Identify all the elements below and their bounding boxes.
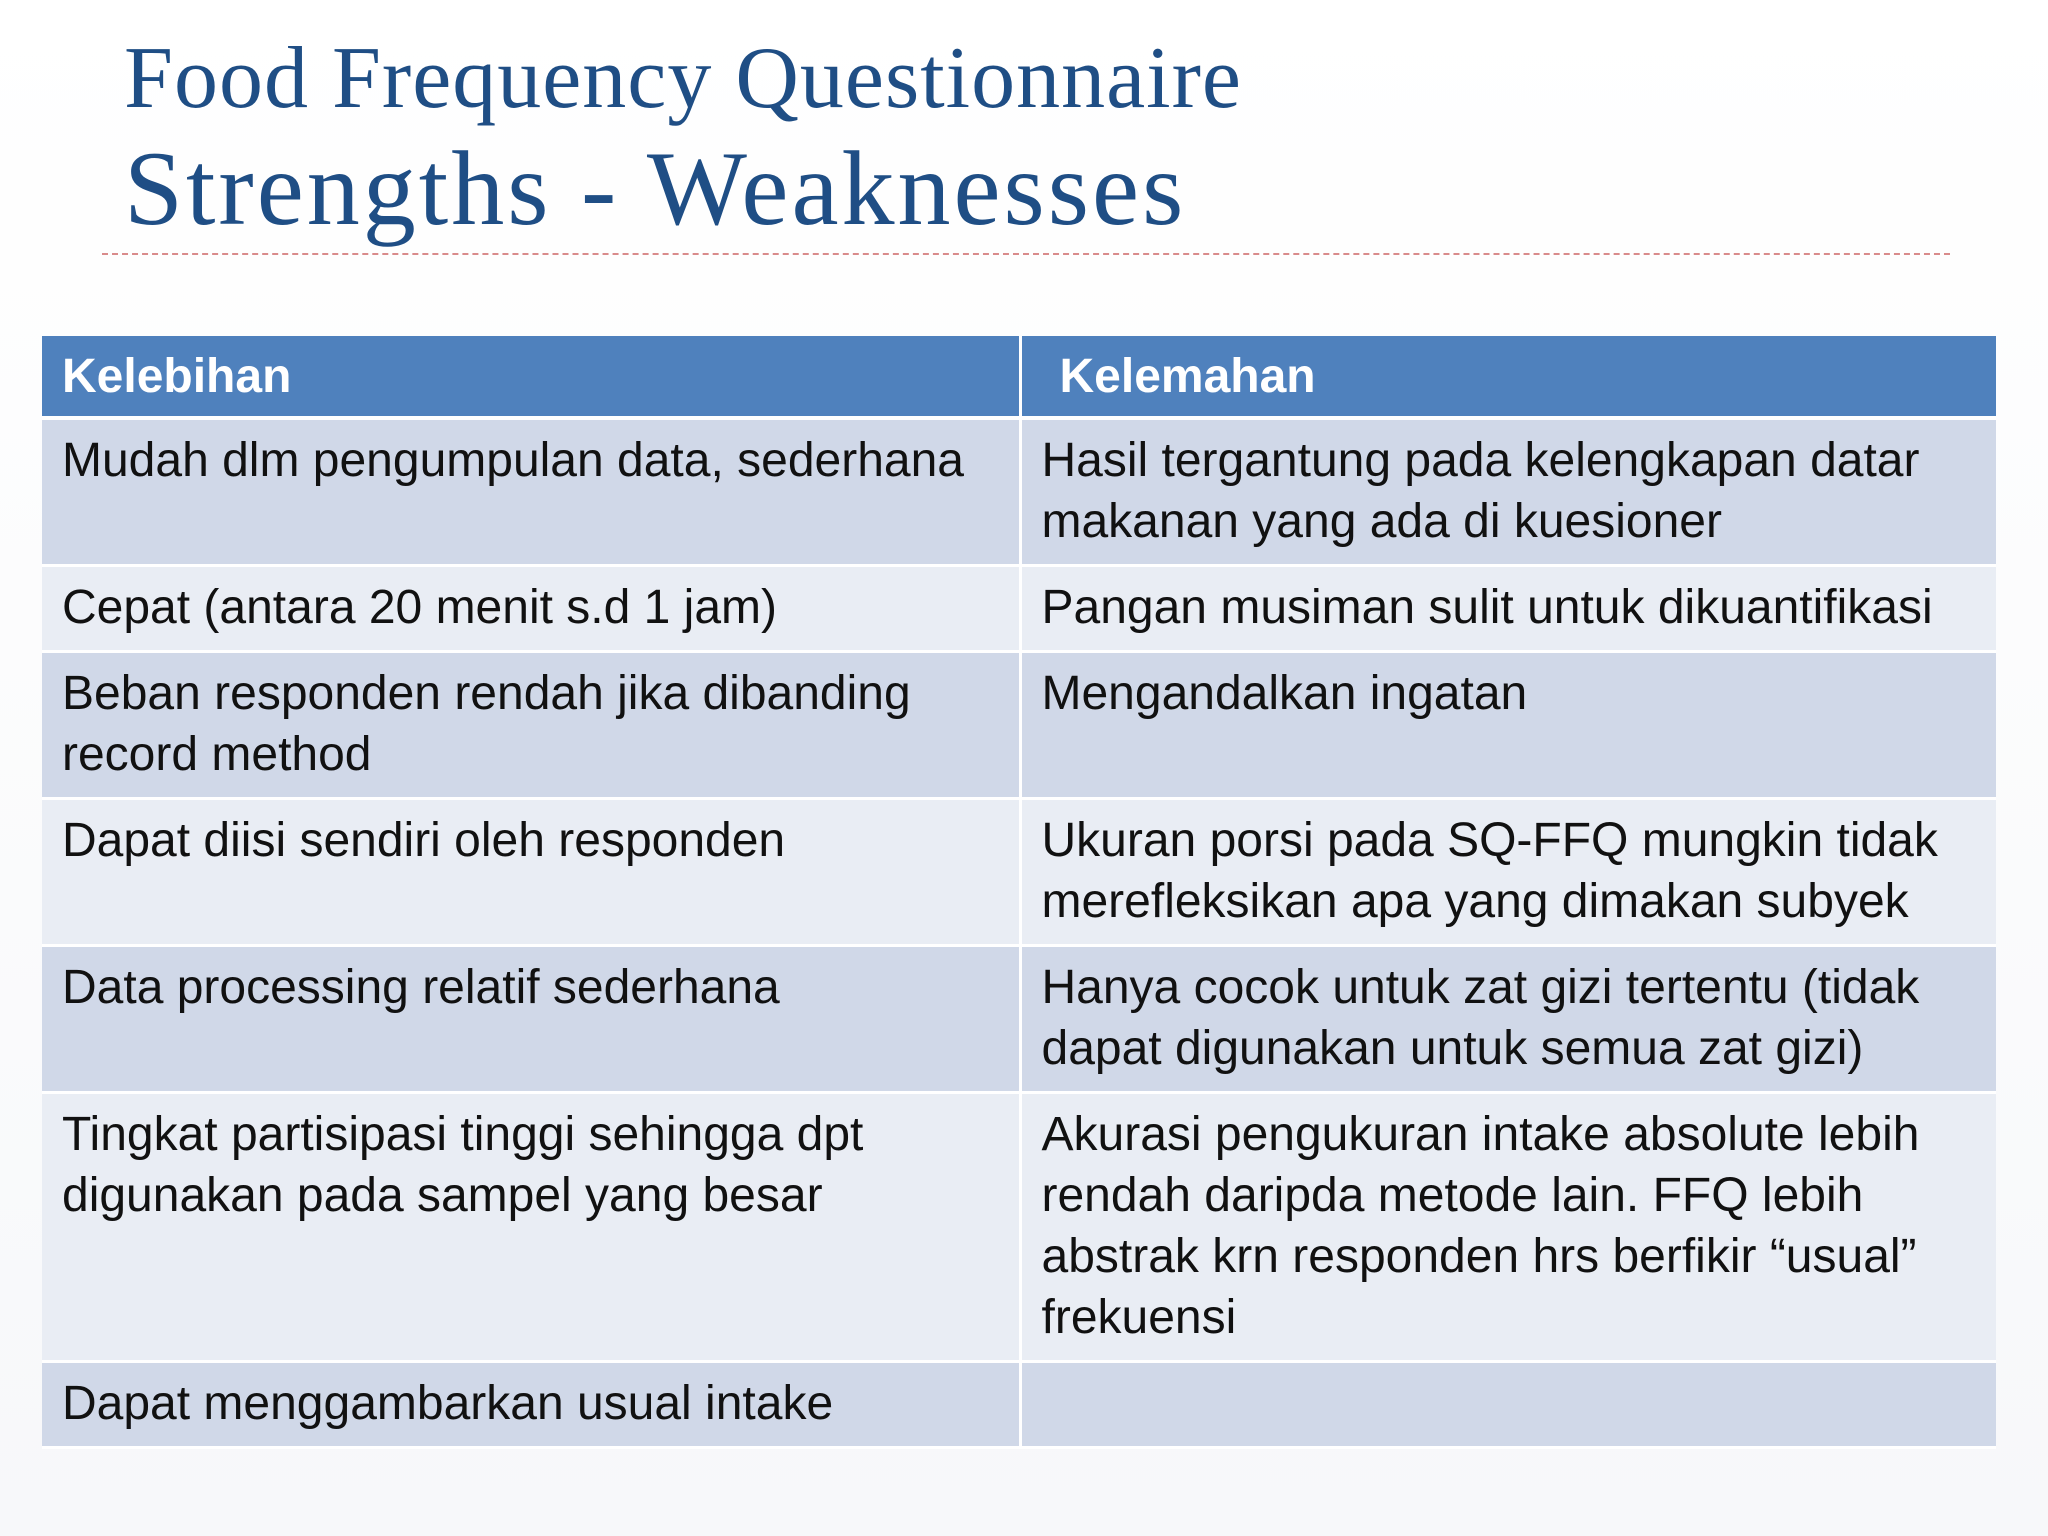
cell-kelebihan: Tingkat partisipasi tinggi sehingga dpt digunakan pada sampel yang besar [42,1093,1020,1362]
slide-subtitle: Strengths - Weaknesses [124,130,1187,247]
cell-kelebihan: Cepat (antara 20 menit s.d 1 jam) [42,566,1020,652]
cell-kelemahan: Akurasi pengukuran intake absolute lebih rendah daripda metode lain. FFQ lebih abstrak krn responden hrs berfikir “usual” frekuensi [1020,1093,1996,1362]
cell-kelebihan: Dapat menggambarkan usual intake [42,1362,1020,1448]
cell-kelemahan: Hanya cocok untuk zat gizi tertentu (tidak dapat digunakan untuk semua zat gizi) [1020,946,1996,1093]
header-kelebihan: Kelebihan [42,336,1020,418]
title-divider [102,253,1950,255]
cell-kelemahan: Pangan musiman sulit untuk dikuantifikasi [1020,566,1996,652]
cell-kelebihan: Mudah dlm pengumpulan data, sederhana [42,418,1020,566]
comparison-table-container [42,336,1996,1536]
table-row [42,1362,1996,1448]
cell-kelemahan: Hasil tergantung pada kelengkapan datar makanan yang ada di kuesioner [1020,418,1996,566]
table-header-row [42,336,1996,418]
comparison-table [42,336,1996,1449]
cell-kelemahan: Mengandalkan ingatan [1020,652,1996,799]
table-row [42,1093,1996,1362]
table-row [42,799,1996,946]
table-row [42,418,1996,566]
header-kelemahan: Kelemahan [1020,336,1996,418]
cell-kelebihan: Dapat diisi sendiri oleh responden [42,799,1020,946]
cell-kelebihan: Beban responden rendah jika dibanding record method [42,652,1020,799]
table-row [42,652,1996,799]
cell-kelemahan: Ukuran porsi pada SQ-FFQ mungkin tidak merefleksikan apa yang dimakan subyek [1020,799,1996,946]
table-row [42,566,1996,652]
cell-kelebihan: Data processing relatif sederhana [42,946,1020,1093]
cell-kelemahan [1020,1362,1996,1448]
table-row [42,946,1996,1093]
slide-title: Food Frequency Questionnaire [124,30,1242,127]
